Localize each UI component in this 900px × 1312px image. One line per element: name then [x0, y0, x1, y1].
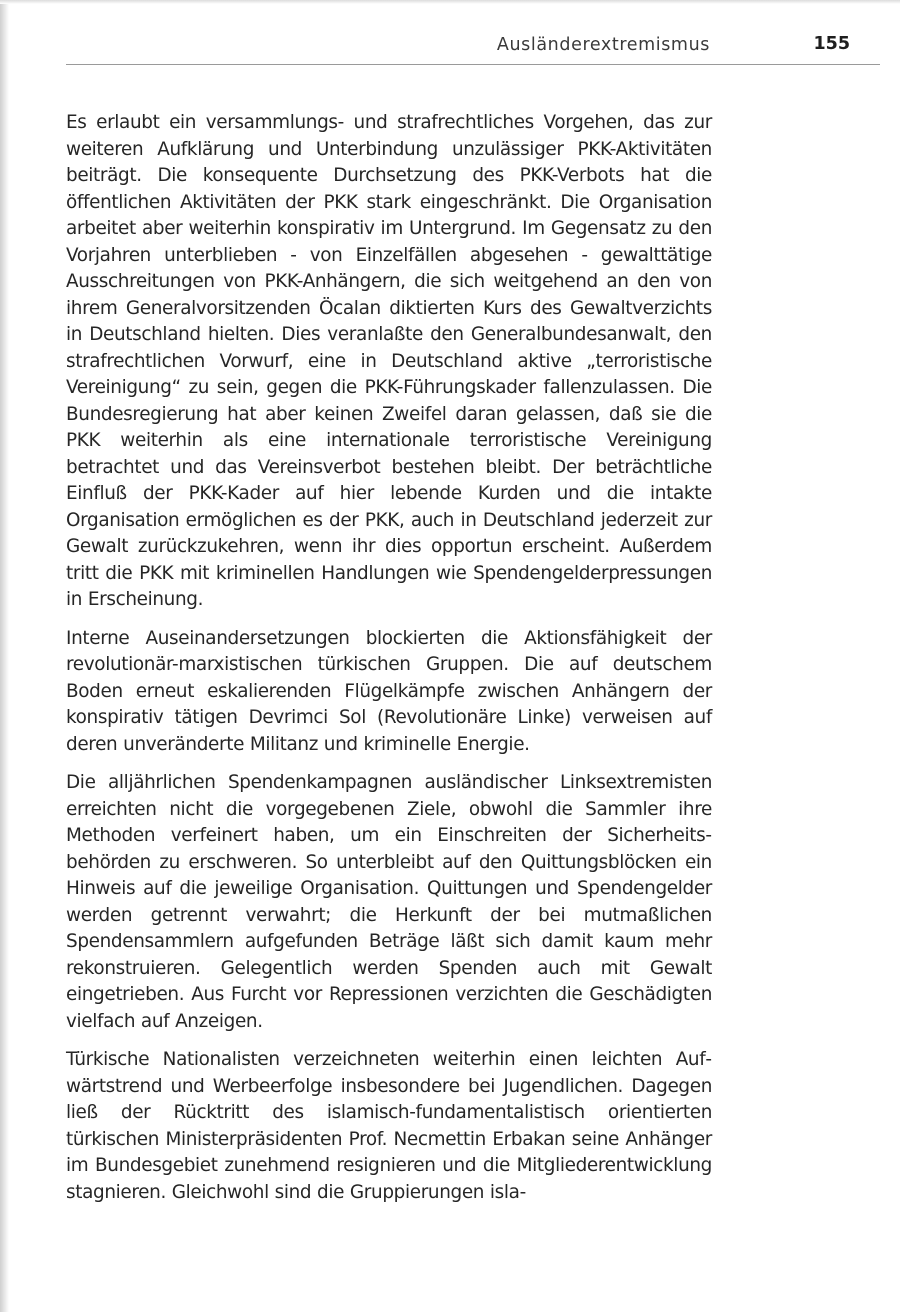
page-top-edge-shadow [0, 0, 900, 4]
page-left-edge-shadow [0, 0, 9, 1312]
page-number: 155 [813, 34, 850, 54]
paragraph-donation-campaigns: Die alljährlichen Spendenkampagnen ausländischer Linksextremisten erreichten nicht die vorgegebenen Ziele, obwohl die Sammler ihre Methoden verfeinert haben, um ein Einschreiten der Sicherheitsbehörden zu erschweren. So unterbleibt auf den Quittungsblöcken ein Hinweis auf die jeweilige Organisation. Quittungen und Spendengelder werden getrennt verwahrt; die Herkunft der bei mutmaßlichen Spendensammlern aufgefunden Beträge läßt sich damit kaum mehr rekonstruieren. Gelegentlich werden Spenden auch mit Gewalt eingetrieben. Aus Furcht vor Repressionen verzichten die Geschädigten vielfach auf Anzeigen. [66, 772, 712, 1032]
running-header [66, 34, 880, 65]
paragraph-pkk: Es erlaubt ein versammlungs- und strafrechtliches Vorgehen, das zur weiteren Aufklärung und Unterbindung unzulässiger PKK-Aktivitäten beiträgt. Die konsequente Durchsetzung des PKK-Verbots hat die öffentlichen Aktivitäten der PKK stark eingeschränkt. Die Organisation arbeitet aber weiterhin konspirativ im Untergrund. Im Gegensatz zu den Vorjahren unterblieben - von Einzelfällen abgesehen - gewalttätige Ausschreitungen von PKK-Anhängern, die sich weitgehend an den von ihrem Generalvorsitzenden Öcalan diktierten Kurs des Gewaltverzichts in Deutschland hielten. Dies veranlaßte den Generalbundesanwalt, den strafrechtlichen Vorwurf, eine in Deutschland aktive „terroristische Vereinigung“ zu sein, gegen die PKK-Führungskader fallenzulassen. Die Bundesregierung hat aber keinen Zweifel daran gelassen, daß sie die PKK weiterhin als eine internationale terroristische Vereinigung betrachtet und das Vereinsverbot bestehen bleibt. Der beträchtliche Einfluß der PKK-Kader auf hier lebende Kurden und die intakte Organisation ermöglichen es der PKK, auch in Deutschland jederzeit zur Gewalt zurückzukehren, wenn ihr dies opportun erscheint. Außerdem tritt die PKK mit kriminellen Handlungen wie Spendengelderpressungen in Erscheinung. [66, 112, 712, 610]
section-title: Ausländerextremismus [496, 35, 710, 55]
body-text [66, 110, 712, 1218]
paragraph-turkish-left-groups: Interne Auseinandersetzungen blockierten die Aktionsfähigkeit der revolutionär-marxistischen türkischen Gruppen. Die auf deutschem Boden erneut eskalierenden Flügelkämpfe zwischen Anhängern der konspirativ tätigen Devrimci Sol (Revolutionäre Linke) verweisen auf deren unveränderte Militanz und kriminelle Energie. [66, 627, 712, 755]
paragraph-turkish-nationalists: Türkische Nationalisten verzeichneten weiterhin einen leichten Aufwärtstrend und Werbeerfolge insbesondere bei Jugendlichen. Dagegen ließ der Rücktritt des islamisch-fundamentalistisch orientierten türkischen Ministerpräsidenten Prof. Necmettin Erbakan seine Anhänger im Bundesgebiet zunehmend resignieren und die Mitgliederentwicklung stagnieren. Gleichwohl sind die Gruppierungen isla- [66, 1049, 712, 1203]
